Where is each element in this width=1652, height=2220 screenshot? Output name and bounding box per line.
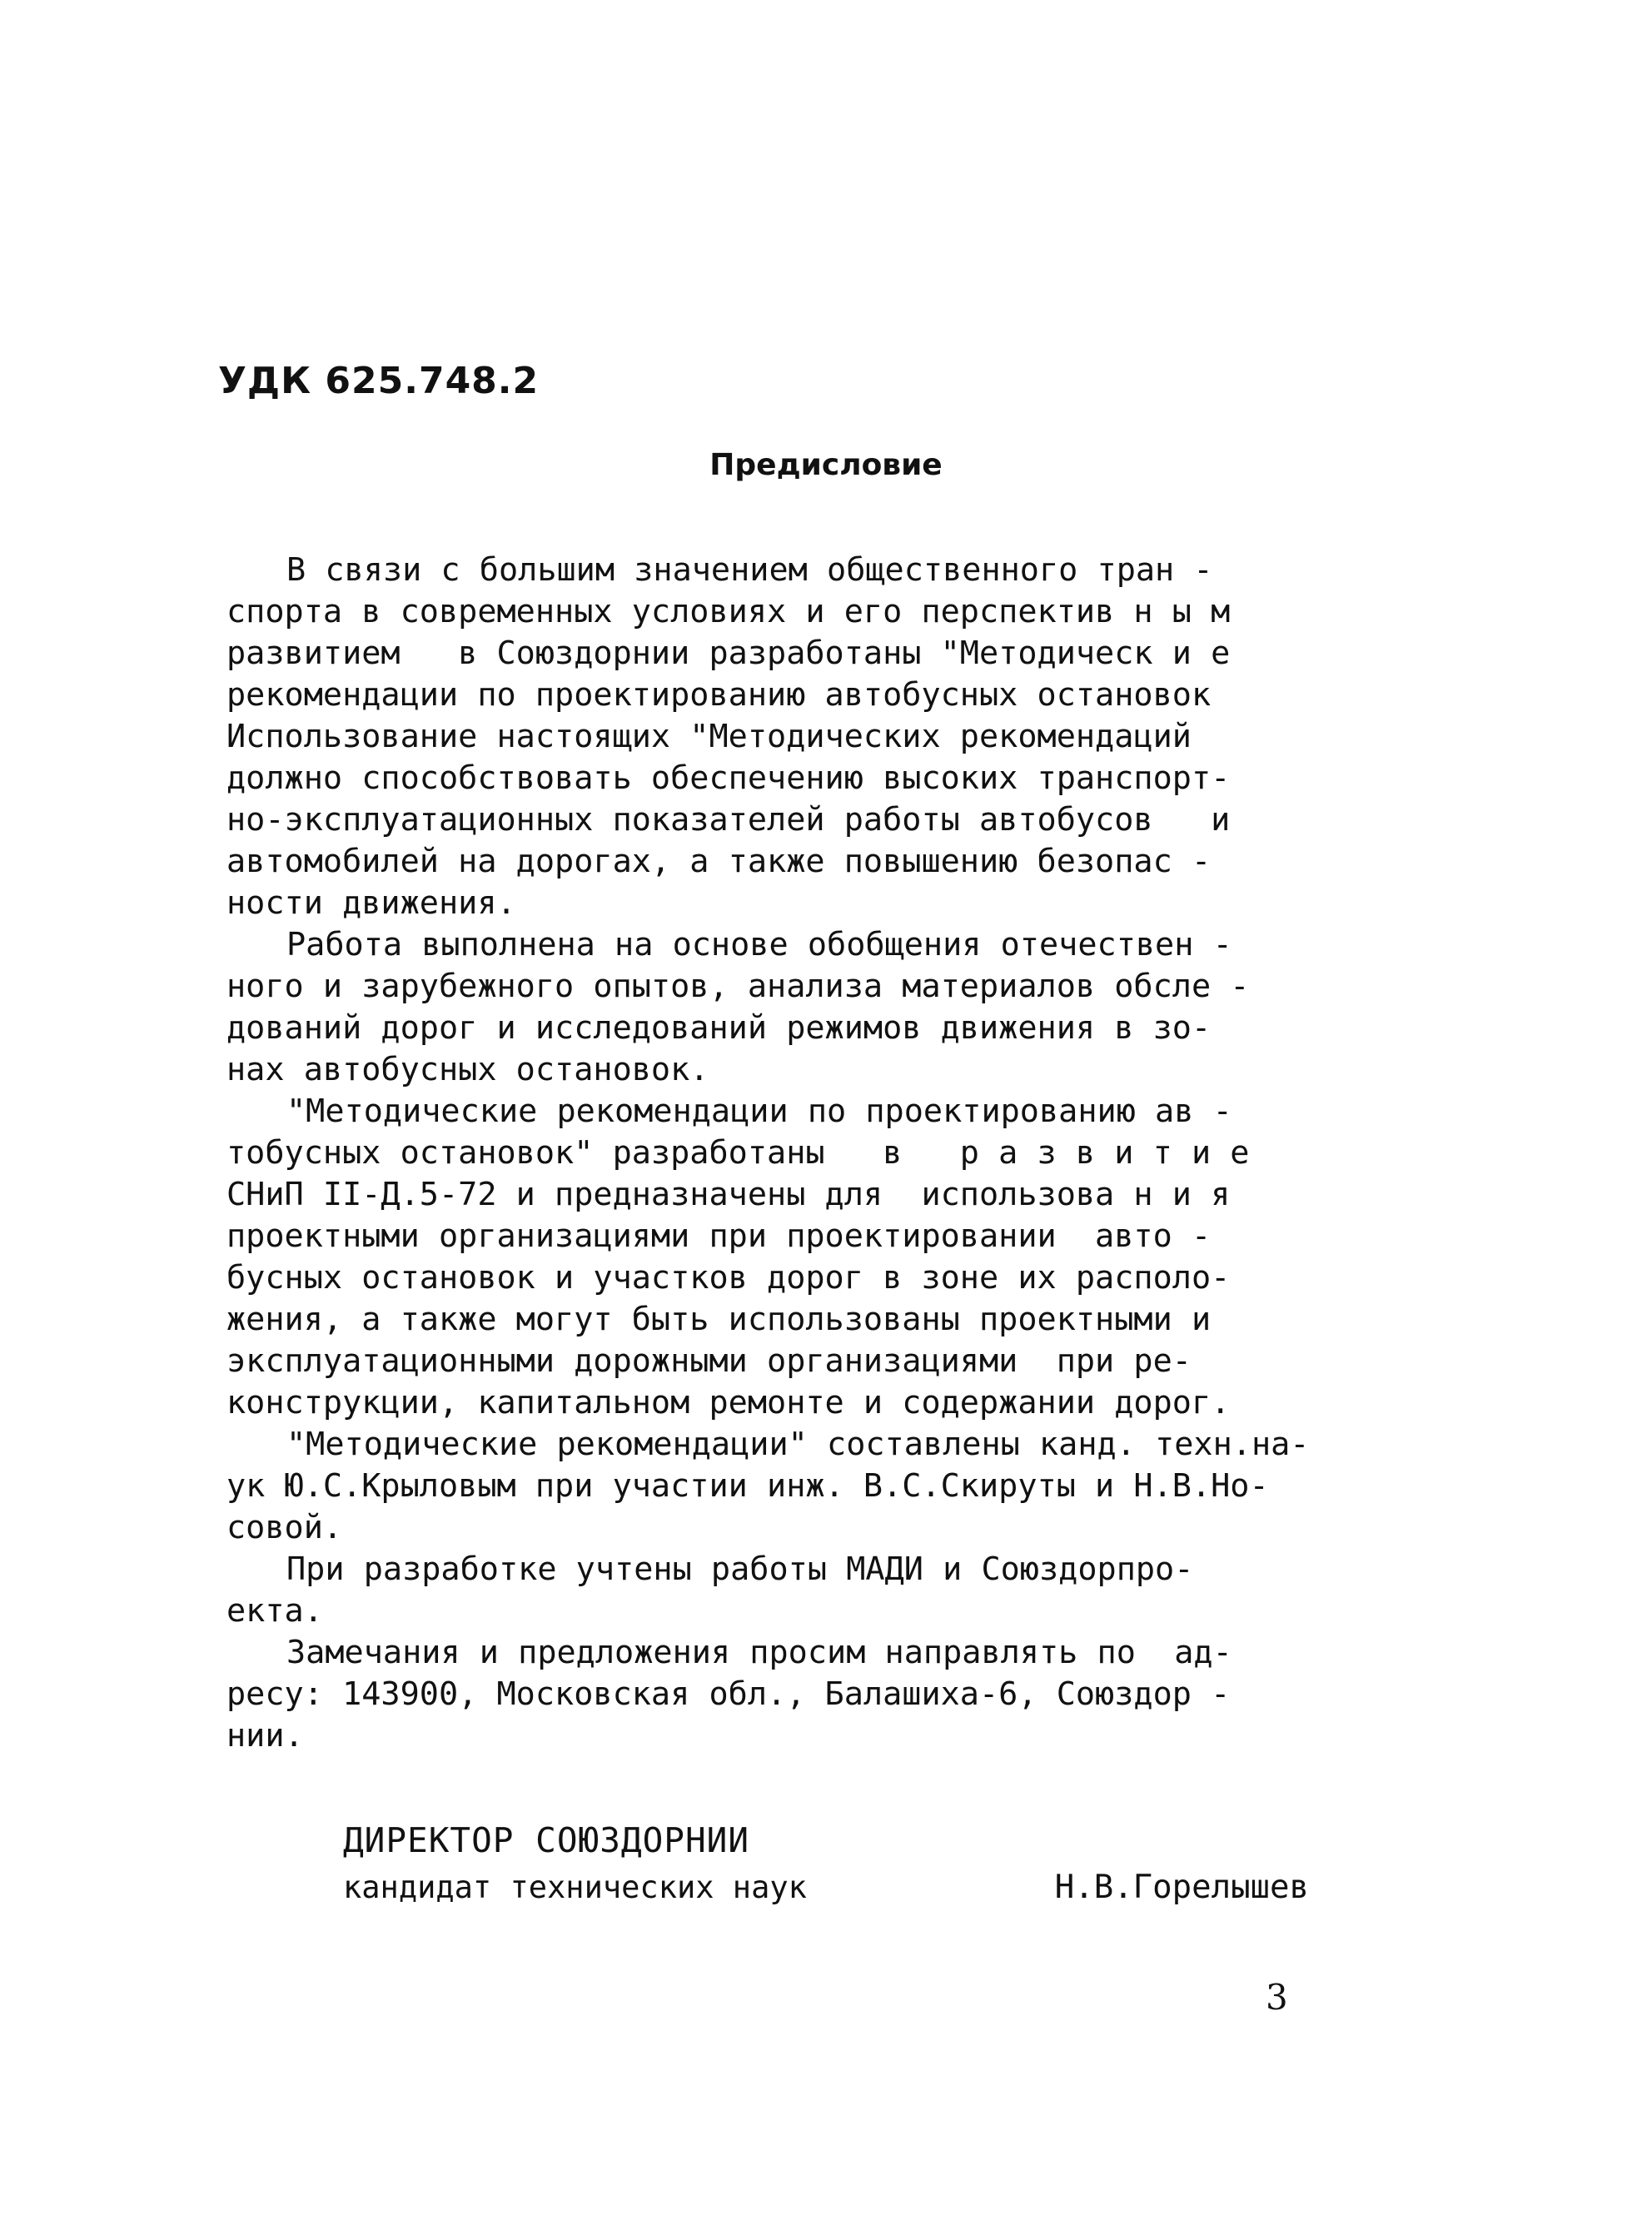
text-line: автомобилей на дорогах, а также повышению безопас - <box>226 843 1212 880</box>
text-line: ресу: 143900, Московская обл., Балашиха-6, Союздор - <box>226 1675 1231 1713</box>
text-line: "Методические рекомендации по проектированию ав - <box>286 1093 1232 1130</box>
text-line: В связи с большим значением общественного тран - <box>286 551 1213 589</box>
signature-title: ДИРЕКТОР СОЮЗДОРНИИ <box>343 1820 749 1860</box>
text-line: спорта в современных условиях и его перспектив н ы м <box>226 593 1231 630</box>
text-line: нах автобусных остановок. <box>226 1051 709 1088</box>
text-line: ного и зарубежного опытов, анализа материалов обсле - <box>226 968 1250 1005</box>
page-number: 3 <box>1266 1977 1288 2018</box>
text-line: но-эксплуатационных показателей работы автобусов и <box>226 801 1231 839</box>
signature-row <box>343 1869 1309 1906</box>
text-line: проектными организациями при проектировании авто - <box>226 1217 1212 1255</box>
text-line: должно способствовать обеспечению высоких транспорт- <box>226 759 1231 797</box>
signature-block <box>343 1820 1342 1906</box>
page-heading <box>0 448 1652 482</box>
signature-position: кандидат технических наук <box>343 1869 807 1905</box>
paragraph <box>226 1549 1309 1632</box>
text-line: Работа выполнена на основе обобщения отечествен - <box>286 926 1232 963</box>
text-line: ук Ю.С.Крыловым при участии инж. В.С.Скируты и Н.В.Но- <box>226 1467 1269 1505</box>
paragraph <box>226 1632 1309 1757</box>
text-line: Использование настоящих "Методических рекомендаций <box>226 718 1192 755</box>
udk-code: УДК 625.748.2 <box>218 360 540 402</box>
text-line: "Методические рекомендации" составлены канд. техн.на- <box>286 1426 1310 1463</box>
text-line: ности движения. <box>226 884 516 922</box>
text-line: эксплуатационными дорожными организациями при ре- <box>226 1342 1192 1380</box>
text-line: тобусных остановок" разработаны в р а з в и т и е <box>226 1134 1250 1172</box>
text-line: жения, а также могут быть использованы проектными и <box>226 1301 1212 1338</box>
text-line: екта. <box>226 1592 323 1630</box>
paragraph <box>226 924 1309 1091</box>
paragraph <box>226 550 1309 924</box>
text-line: конструкции, капитальном ремонте и содержании дорог. <box>226 1384 1231 1421</box>
text-line: развитием в Союздорнии разработаны "Методическ и е <box>226 635 1231 672</box>
paragraph <box>226 1091 1309 1424</box>
text-line: Замечания и предложения просим направлять по ад- <box>286 1634 1232 1671</box>
text-line: СНиП II-Д.5-72 и предназначены для использова н и я <box>226 1176 1231 1213</box>
paragraph <box>226 1424 1309 1549</box>
text-line: нии. <box>226 1717 304 1755</box>
text-line: рекомендации по проектированию автобусных остановок <box>226 676 1212 714</box>
text-line: дований дорог и исследований режимов движения в зо- <box>226 1009 1212 1047</box>
heading-text: Предисловие <box>709 448 943 482</box>
text-line: совой. <box>226 1509 343 1546</box>
text-line: При разработке учтены работы МАДИ и Союздорпро- <box>286 1551 1194 1588</box>
signature-name: Н.В.Горелышев <box>1054 1869 1309 1906</box>
text-line: бусных остановок и участков дорог в зоне их располо- <box>226 1259 1231 1297</box>
preface-body <box>226 550 1309 1757</box>
